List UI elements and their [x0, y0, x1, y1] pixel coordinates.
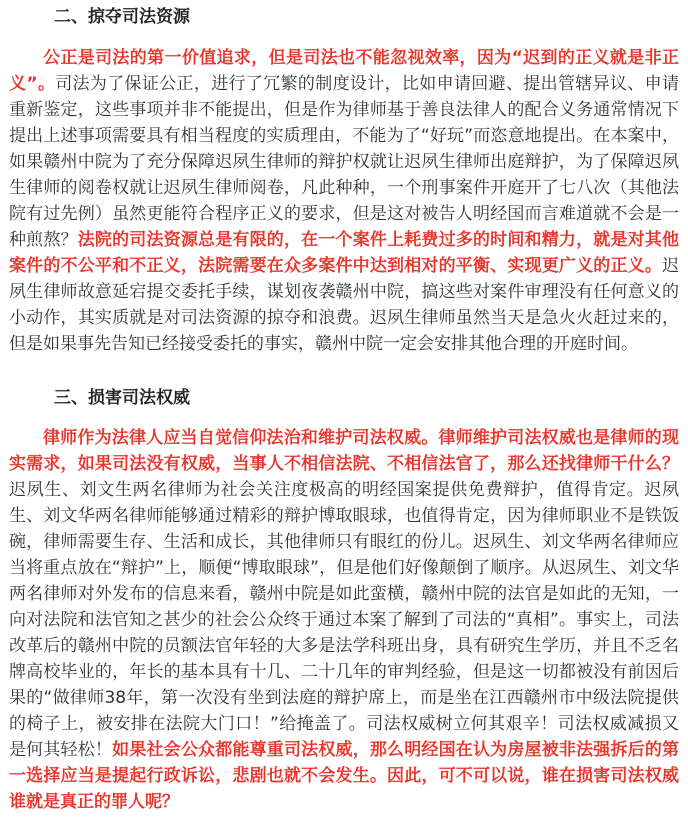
highlighted-text: 如果社会公众都能尊重司法权威，那么明经国在认为房屋被非法强拆后的第一选择应当是提起行政诉讼，悲剧也就不会发生。因此，可不可以说，谁在损害司法权威谁就是真正的罪人呢？ — [9, 740, 680, 812]
paragraph-section-2 — [9, 45, 679, 357]
body-text: 司法为了保证公正，进行了冗繁的制度设计，比如申请回避、提出管辖异议、申请重新鉴定，这些事项并非不能提出，但是作为律师基于善良法律人的配合义务通常情况下提出上述事项需要具有相当程度的实质理由，不能为了“好玩”而恣意地提出。在本案中，如果赣州中院为了充分保障迟夙生律师的辩护权就让迟夙生律师出庭辩护，为了保障迟夙生律师的阅卷权就让迟夙生律师阅卷，凡此种种，一个刑事案件开庭开了七八次（其他法院有过先例）虽然更能符合程序正义的要求，但是这对被告人明经国而言难道就不会是一种煎熬？ — [9, 74, 679, 250]
highlighted-text: 律师作为法律人应当自觉信仰法治和维护司法权威。律师维护司法权威也是律师的现实需求，如果司法没有权威，当事人不相信法院、不相信法官了，那么还找律师干什么？ — [9, 428, 679, 474]
body-text: 迟夙生律师故意延宕提交委托手续，谋划夜袭赣州中院，搞这些对案件审理没有任何意义的小动作，其实质就是对司法资源的掠夺和浪费。迟夙生律师虽然当天是急火火赶过来的，但是如果事先告知已经接受委托的事实，赣州中院一定会安排其他合理的开庭时间。 — [9, 256, 679, 354]
section-heading-3: 三、损害司法权威 — [54, 388, 190, 408]
highlighted-text: 法院的司法资源总是有限的，在一个案件上耗费过多的时间和精力，就是对其他案件的不公平和不正义，法院需要在众多案件中达到相对的平衡、实现更广义的正义。 — [9, 230, 680, 276]
body-text: 迟夙生、刘文生两名律师为社会关注度极高的明经国案提供免费辩护，值得肯定。迟夙生、刘文华两名律师能够通过精彩的辩护博取眼球，也值得肯定，因为律师职业不是铁饭碗，律师需要生存、生活和成长，其他律师只有眼红的份儿。迟夙生、刘文华两名律师应当将重点放在“辩护”上，顺便“博取眼球”，但是他们好像颠倒了顺序。从迟夙生、刘文华两名律师对外发布的信息来看，赣州中院是如此蛮横，赣州中院的法官是如此的无知，一向对法院和法官知之甚少的社会公众终于通过本案了解到了司法的“真相”。事实上，司法改革后的赣州中院的员额法官年轻的大多是法学科班出身，具有研究生学历，并且不乏名牌高校毕业的，年长的基本具有十几、二十几年的审判经验，但是这一切都被没有前因后果的“做律师38年，第一次没有坐到法庭的辩护席上，而是坐在江西赣州市中级法院提供的椅子上，被安排在法院大门口！”给掩盖了。司法权威树立何其艰辛！司法权威减损又是何其轻松！ — [9, 480, 679, 760]
section-heading-2: 二、掠夺司法资源 — [54, 7, 190, 27]
paragraph-section-3 — [9, 425, 679, 815]
highlighted-text: 公正是司法的第一价值追求，但是司法也不能忽视效率，因为“迟到的正义就是非正义”。 — [9, 48, 679, 94]
